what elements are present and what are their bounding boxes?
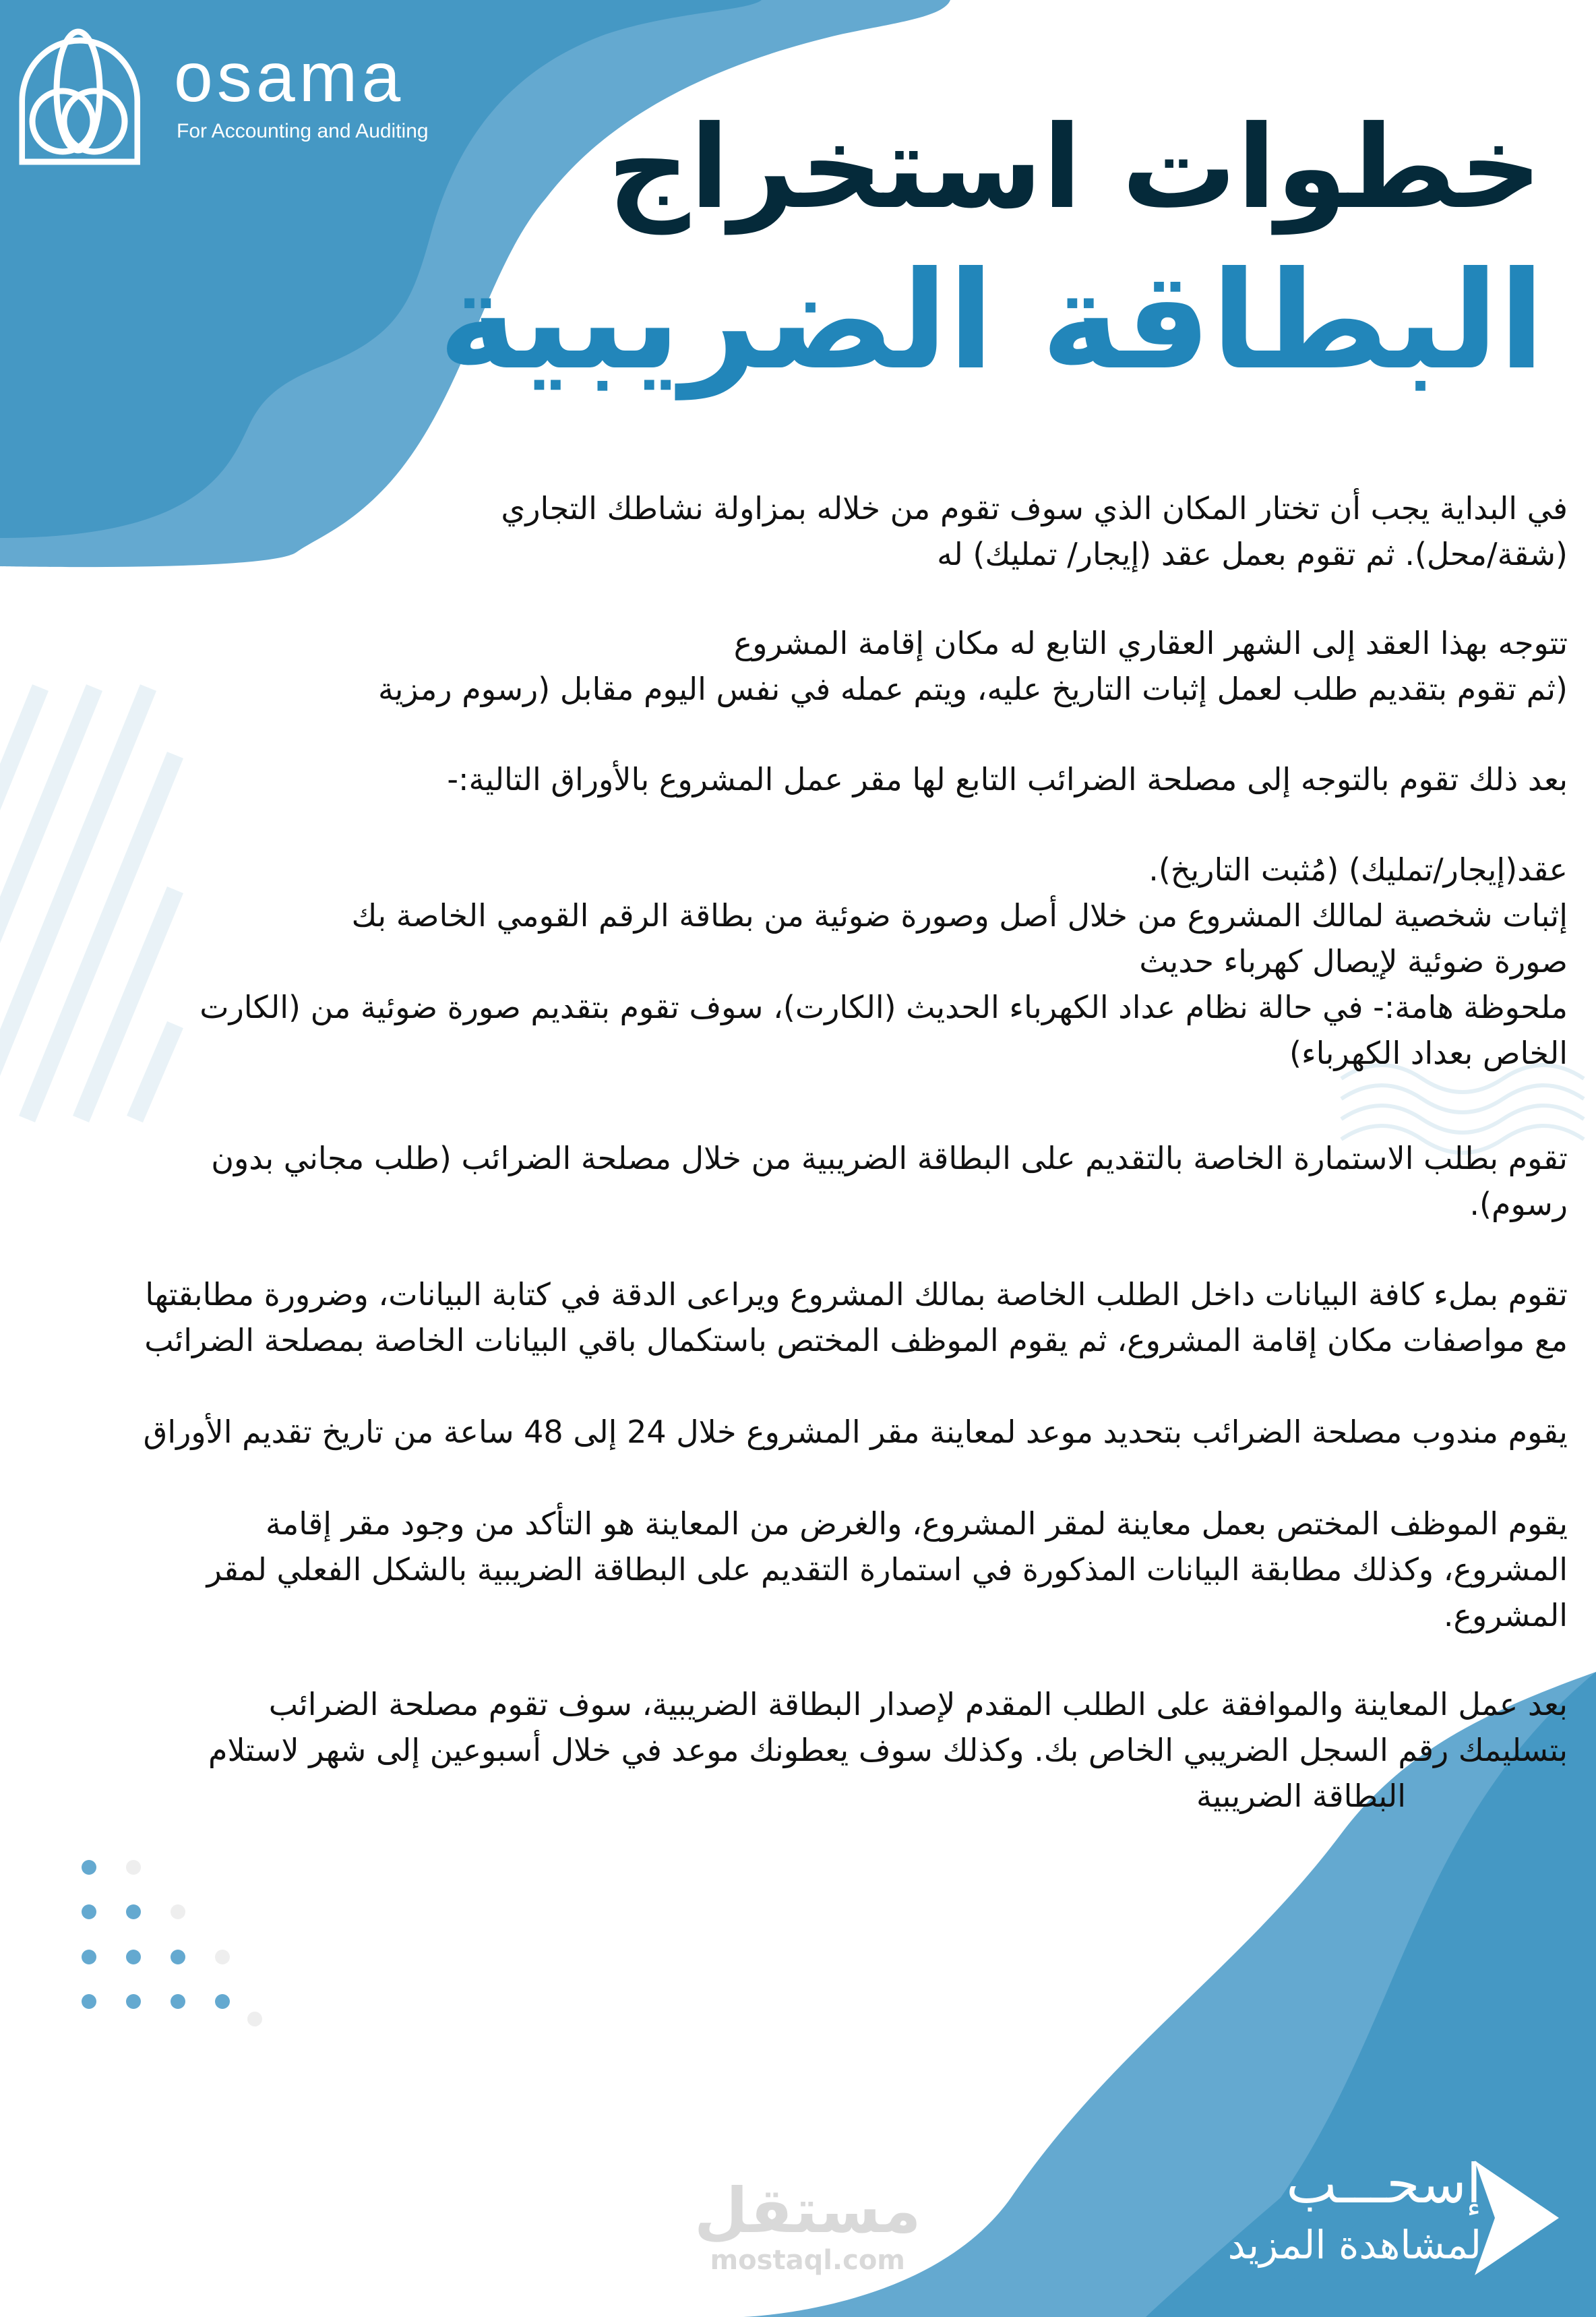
brand-name: osama (174, 38, 405, 117)
text-line: المشروع. (1443, 1597, 1568, 1633)
watermark-arabic: مستقل (694, 2175, 921, 2247)
text-line: تقوم بملء كافة البيانات داخل الطلب الخاصة بمالك المشروع ويراعى الدقة في كتابة البيانات، وضرورة مطابقتها (145, 1276, 1568, 1313)
paragraph-9 (208, 1681, 1568, 1819)
text-line: بعد عمل المعاينة والموافقة على الطلب المقدم لإصدار البطاقة الضريبية، سوف تقوم مصلحة الضرائب (268, 1686, 1568, 1722)
text-line: المشروع، وكذلك مطابقة البيانات المذكورة في استمارة التقديم على البطاقة الضريبية بالشكل الفعلي لمقر (206, 1551, 1568, 1588)
text-line: رسوم). (1469, 1186, 1568, 1222)
paragraph-4 (200, 847, 1568, 1076)
paragraph-7 (144, 1409, 1568, 1455)
text-line: إثبات شخصية لمالك المشروع من خلال أصل وصورة ضوئية من بطاقة الرقم القومي الخاصة بك (351, 897, 1568, 934)
text-line: تقوم بطلب الاستمارة الخاصة بالتقديم على البطاقة الضريبية من خلال مصلحة الضرائب (طلب مجاني بدون (211, 1140, 1568, 1176)
text-line: البطاقة الضريبية (1196, 1778, 1406, 1814)
swipe-label: إسحـــب (1286, 2153, 1481, 2215)
text-line: بعد ذلك تقوم بالتوجه إلى مصلحة الضرائب التابع لها مقر عمل المشروع بالأوراق التالية:- (447, 761, 1568, 798)
text-line: ملحوظة هامة:- في حالة نظام عداد الكهرباء الحديث (الكارت)، سوف تقوم بتقديم صورة ضوئية من (الكارت (200, 989, 1568, 1025)
text-line: عقد(إيجار/تمليك) (مُثبت التاريخ). (1148, 851, 1568, 888)
text-line: تتوجه بهذا العقد إلى الشهر العقاري التابع له مكان إقامة المشروع (733, 625, 1568, 661)
paragraph-5 (211, 1135, 1568, 1227)
paragraph-2 (378, 620, 1568, 712)
watermark-latin: mostaql.com (710, 2245, 905, 2276)
paragraph-6 (144, 1271, 1568, 1363)
decorative-dots (82, 1860, 262, 2026)
text-line: (شقة/محل). ثم تقوم بعمل عقد (إيجار/ تمليك) له (937, 536, 1568, 572)
watermark (694, 2177, 921, 2276)
decorative-stripes (0, 688, 175, 1119)
text-line: يقوم الموظف المختص بعمل معاينة لمقر المشروع، والغرض من المعاينة هو التأكد من وجود مقر إقامة (265, 1505, 1568, 1542)
page-title-line1: خطوات استخراج (607, 101, 1542, 235)
text-line: صورة ضوئية لإيصال كهرباء حديث (1139, 943, 1568, 980)
brand-logo-icon (19, 27, 167, 169)
page-title-line2: البطاقة الضريبية (438, 243, 1545, 400)
see-more-label: لمشاهدة المزيد (1227, 2222, 1481, 2268)
paragraph-3 (447, 756, 1568, 802)
text-line: مع مواصفات مكان إقامة المشروع، ثم يقوم الموظف المختص باستكمال باقي البيانات الخاصة بمصلحة الضرائب (144, 1322, 1568, 1358)
paragraph-1 (501, 485, 1568, 577)
chevron-right-icon[interactable] (1468, 2157, 1562, 2279)
text-line: في البداية يجب أن تختار المكان الذي سوف تقوم من خلاله بمزاولة نشاطك التجاري (501, 490, 1568, 526)
text-line: بتسليمك رقم السجل الضريبي الخاص بك. وكذلك سوف يعطونك موعد في خلال أسبوعين إلى شهر لاستلام (208, 1732, 1568, 1768)
text-line: يقوم مندوب مصلحة الضرائب بتحديد موعد لمعاينة مقر المشروع خلال 24 إلى 48 ساعة من تاريخ تقديم الأوراق (143, 1414, 1568, 1450)
text-line: الخاص بعداد الكهرباء) (1289, 1035, 1568, 1071)
paragraph-8 (207, 1501, 1568, 1638)
brand-tagline: For Accounting and Auditing (177, 120, 429, 142)
text-line: (ثم تقوم بتقديم طلب لعمل إثبات التاريخ عليه، ويتم عمله في نفس اليوم مقابل (رسوم رمزية (377, 671, 1568, 707)
swipe-prompt[interactable] (1228, 2150, 1481, 2272)
